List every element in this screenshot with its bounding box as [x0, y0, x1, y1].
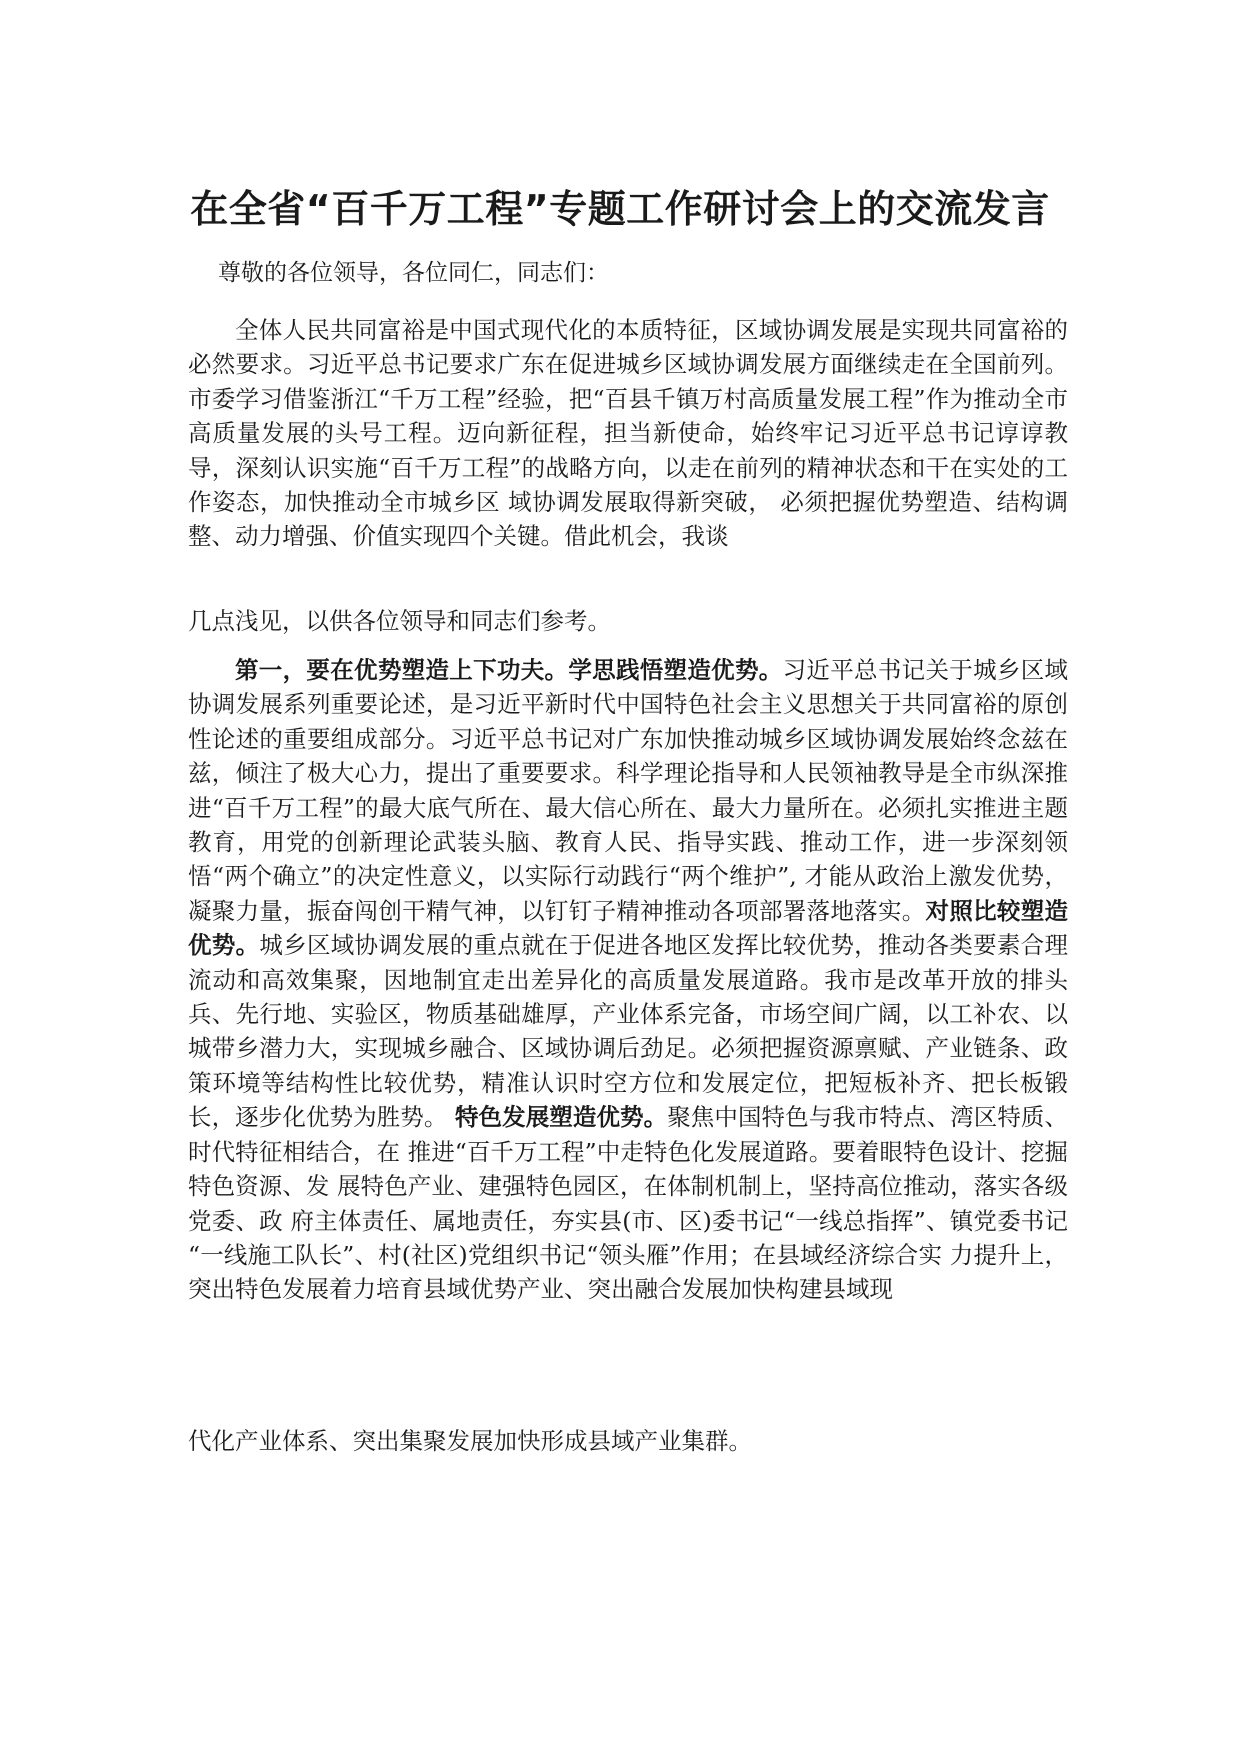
paragraph-intro-trailing: 几点浅见，以供各位领导和同志们参考。 — [188, 607, 611, 635]
first-point-heading: 第一，要在优势塑造上下功夫。学思践悟塑造优势。 — [235, 656, 783, 684]
paragraph-first-point — [188, 653, 1068, 1307]
first-point-text-b: 城乡区域协调发展的重点就在于促进各地区发挥比较优势，推动各类要素合理流动和高效集聚，因地制宜走出差异化的高质量发展道路。我市是改革开放的排头兵、先行地、实验区，物质基础雄厚，产业体系完备，市场空间广阔，以工补农、以城带乡潜力大，实现城乡融合、区域协调后劲足。必须把握资源禀赋、产业链条、政策环境等结构性比较优势，精准认识时空方位和发展定位，把短板补齐、把长板锻长，逐步化优势为胜势。 — [188, 931, 1068, 1132]
first-point-subheading-b: 对照比较塑造优势。 — [188, 896, 1069, 960]
paragraph-intro-text: 全体人民共同富裕是中国式现代化的本质特征，区域协调发展是实现共同富裕的必然要求。习近平总书记要求广东在促进城乡区域协调发展方面继续走在全国前列。市委学习借鉴浙江“千万工程”经验，把“百县千镇万村高质量发展工程”作为推动全市高质量发展的头号工程。迈向新征程，担当新使命，始终牢记习近平总书记谆谆教导，深刻认识实施“百千万工程”的战略方向，以走在前列的精神状态和干在实处的工作姿态，加快推动全市城乡区 域协调发展取得新突破， 必须把握优势塑造、结构调整、动力增强、价值实现四个关键。借此机会，我谈 — [188, 316, 1068, 551]
first-point-subheading-c: 特色发展塑造优势。 — [454, 1103, 668, 1132]
first-point-trailing: 代化产业体系、突出集聚发展加快形成县域产业集群。 — [188, 1427, 752, 1455]
first-point-text-c: 聚焦中国特色与我市特点、湾区特质、时代特征相结合，在 推进“百千万工程”中走特色化发展道路。要着眼特色设计、挖掘特色资源、发 展特色产业、建强特色园区，在体制机制上，坚持高位推动，落实各级党委、政 府主体责任、属地责任，夯实县(市、区)委书记“一线总指挥”、镇党委书记 “一线施工队长”、村(社区)党组织书记“领头雁”作用；在县域经济综合实 力提升上，突出特色发展着力培育县域优势产业、突出融合发展加快构建县域现 — [188, 1103, 1069, 1304]
document-title: 在全省“百千万工程”专题工作研讨会上的交流发言 — [190, 187, 1050, 231]
paragraph-intro — [188, 313, 1068, 554]
first-point-text-a: 习近平总书记关于城乡区域协调发展系列重要论述，是习近平新时代中国特色社会主义思想关于共同富裕的原创性论述的重要组成部分。习近平总书记对广东加快推动城乡区域协调发展始终念兹在兹，倾注了极大心力，提出了重要要求。科学理论指导和人民领袖教导是全市纵深推进“百千万工程”的最大底气所在、最大信心所在、最大力量所在。必须扎实推进主题教育，用党的创新理论武装头脑、教育人民、指导实践、推动工作，进一步深刻领悟“两个确立”的决定性意义，以实际行动践行“两个维护”, 才能从政治上激发优势，凝聚力量，振奋闯创干精气神，以钉钉子精神推动各项部署落地落实。 — [188, 656, 1069, 925]
greeting: 尊敬的各位领导，各位同仁，同志们： — [218, 260, 609, 286]
